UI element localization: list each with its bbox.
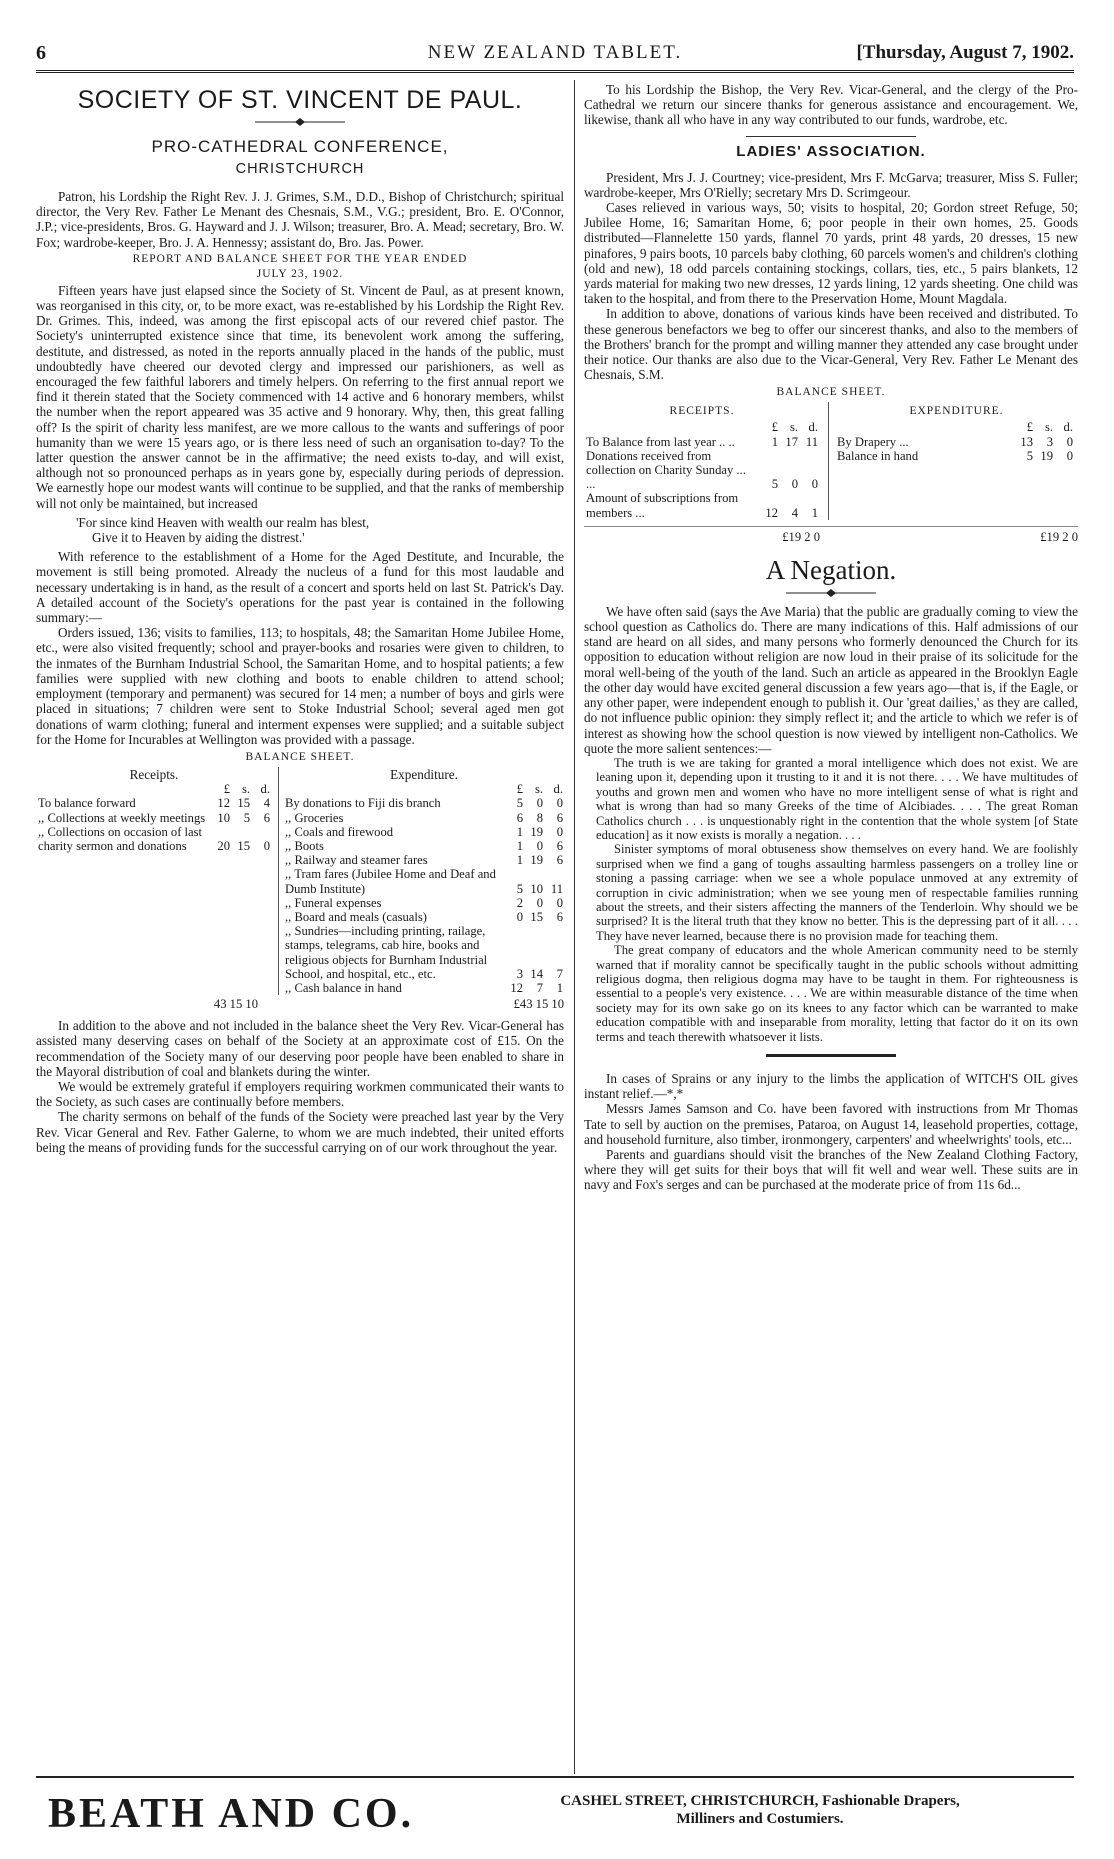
verse-line: 'For since kind Heaven with wealth our realm has blest, xyxy=(76,514,370,530)
table-row: ,, Sundries—including printing, railage, stamps, telegrams, cab hire, books and religious objects for Burnham Industrial School, and hospital, etc., etc. 3 14 7 xyxy=(285,924,563,981)
table-row: ,, Collections at weekly meetings 10 5 6 xyxy=(38,810,270,825)
receipts-label: Receipts. xyxy=(129,766,179,782)
expenditure-total: £43 15 10 xyxy=(513,997,564,1012)
table-row: ,, Cash balance in hand 12 7 1 xyxy=(285,980,563,995)
expenditure-label: EXPENDITURE. xyxy=(909,405,1004,418)
receipts-column xyxy=(36,767,272,995)
table-row: ,, Coals and firewood 1 19 0 xyxy=(285,824,563,839)
table-row: Donations received from collection on Charity Sunday ... ... 5 0 0 xyxy=(586,448,818,492)
table-row: ,, Collections on occasion of last charity sermon and donations 20 15 0 xyxy=(38,824,270,853)
paragraph: President, Mrs J. J. Courtney; vice-president, Mrs F. McGarva; treasurer, Miss S. Fuller; wardrobe-keeper, Mrs O'Rielly; secretary Mrs D. Scrimgeour. xyxy=(584,169,1078,200)
lsd-pence: d. xyxy=(260,782,270,797)
paragraph: In addition to above, donations of various kinds have been received and distributed. To these generous benefactors we beg to offer our sincerest thanks, and also to the members of the Brothers' branch for the prompt and willing manner they attended any case brought under their notice. Our thanks are also due to the Vicar-General, Very Rev. Father Le Menant des Chesnais, S.M. xyxy=(584,306,1078,383)
expenditure-column xyxy=(828,402,1078,519)
expenditure-total: £19 2 0 xyxy=(1040,529,1078,544)
table-row: ,, Railway and steamer fares 1 19 6 xyxy=(285,853,563,868)
receipts-total: £19 2 0 xyxy=(782,529,820,544)
quote-paragraph: The great company of educators and the whole American community need to be sternly warned that if morality cannot be specifically taught in the public schools without admitting religious dogma, then religious dogma may have to be taught in them. For righteousness is essential to a people's very existence. . . . We are within measurable distance of the time when society may for its own sake go on its knees to any factor which can be warranted to make education compatible with and inseparable from morality, letting that factor do it on its own terms and teach therewith whatsoever it lists. xyxy=(596,943,1078,1044)
table-row: Balance in hand 5 19 0 xyxy=(837,448,1073,463)
address-line: Milliners and Costumiers. xyxy=(676,1811,844,1827)
advert-address xyxy=(500,1792,1020,1828)
table-row: ,, Board and meals (casuals) 0 15 6 xyxy=(285,909,563,924)
address-line: CASHEL STREET, CHRISTCHURCH, Fashionable Drapers, xyxy=(560,1793,960,1809)
article-location: CHRISTCHURCH xyxy=(235,161,365,177)
advert-paragraph: Messrs James Samson and Co. have been favored with instructions from Mr Thomas Tate to sell by auction on the premises, Pataroa, on August 14, leasehold properties, cottage, and household furniture, also timber, ironmongery, carpenters' and wheelwrights' tools, etc... xyxy=(584,1101,1078,1147)
article-subtitle: PRO-CATHEDRAL CONFERENCE, xyxy=(151,137,449,156)
quote-paragraph: Sinister symptoms of moral obtuseness show themselves on every hand. We are foolishly surprised when we find a gang of toughs assaulting harmless passengers on a trolley line or stoning a passing carriage: when we see a whole populace unmoved at any extremity of corruption in civic administration; when we see young men of respectable families running about the streets, and their sisters affecting the manners of the Tenderloin. Why should we be surprised? It is the literal truth that they know no better. This is the depressing part of it all. . . . They have never learned, because there is no provision made for teaching them. xyxy=(596,842,1078,943)
table-row: ,, Tram fares (Jubilee Home and Deaf and Dumb Institute) 5 10 11 xyxy=(285,867,563,896)
advert-paragraph: Parents and guardians should visit the branches of the New Zealand Clothing Factory, where they will get suits for their boys that will fit well and wear well. These suits are in navy and Fox's serges and can be purchased at the moderate price of from 11s 6d... xyxy=(584,1147,1078,1193)
paragraph: Orders issued, 136; visits to families, 113; to hospitals, 48; the Samaritan Home Jubilee Home, etc., were also visited frequently; school and prayer-books and rosaries were given to children, to the inmates of the Burnham Industrial School, the Samaritan Home, and to hospital patients; a few families were supplied with new clothing and boots to enable children to attend school; employment (temporary and permanent) was secured for 14 men; a number of boys and girls were placed in situations; 7 children were sent to Stoke Industrial School; several aged men got donations of warm clothing; funeral and interment expenses were supplied; and a suitable subject for the Home for Incurables at Wellington was provided with a passage. xyxy=(36,625,564,747)
table-row: ,, Groceries 6 8 6 xyxy=(285,810,563,825)
quote-paragraph: The truth is we are taking for granted a moral intelligence which does not exist. We are leaning upon it, depending upon it trusting to it and it is not there. . . . We have multitudes of youths and grown men and women who have no more intelligent sense of what is right and what is wrong than had so many Greeks of the time of Alcibiades. . . . The great Roman Catholics church . . . is unquestionably right in the contention that the whole system [of State education] as it now exists is morally a negation. . . . xyxy=(596,755,1078,842)
footer-rule xyxy=(36,1776,1074,1778)
issue-date: [Thursday, August 7, 1902. xyxy=(856,42,1074,63)
table-row: ,, Boots 1 0 6 xyxy=(285,838,563,853)
receipts-table xyxy=(36,782,272,853)
table-row: ,, Funeral expenses 2 0 0 xyxy=(285,895,563,910)
table-row: To Balance from last year .. .. 1 17 11 xyxy=(586,434,818,449)
ornament-icon xyxy=(255,117,345,127)
lsd-pounds: £ xyxy=(223,782,230,797)
verse-line: Give it to Heaven by aiding the distrest.' xyxy=(92,530,305,546)
divider xyxy=(746,136,916,137)
divider xyxy=(766,1054,896,1057)
balance-sheet xyxy=(36,767,564,995)
report-date: JULY 23, 1902. xyxy=(256,267,344,280)
advert-paragraph: In cases of Sprains or any injury to the limbs the application of WITCH'S OIL gives instant relief.—*,* xyxy=(584,1071,1078,1102)
balance-sheet-title: BALANCE SHEET. xyxy=(776,386,886,399)
article-title: SOCIETY OF ST. VINCENT DE PAUL. xyxy=(77,86,523,114)
expenditure-table: £ s. d. By Drapery ... 13 3 0 Balance in hand 5 19 0 xyxy=(837,420,1073,463)
paragraph: In addition to the above and not included in the balance sheet the Very Rev. Vicar-General has assisted many deserving cases on behalf of the Society at an approximate cost of £15. On the recommendation of the Society many of our deserving poor people have been enabled to share in the Mayoral distribution of coal and blankets during the winter. xyxy=(36,1018,564,1079)
section-title: LADIES' ASSOCIATION. xyxy=(736,142,926,160)
paragraph: To his Lordship the Bishop, the Very Rev. Vicar-General, and the clergy of the Pro-Cathedral we return our sincere thanks for generous assistance and encouragement. We, likewise, thank all who have in any way contributed to our funds, wardrobe, etc. xyxy=(584,82,1078,128)
article-title: A Negation. xyxy=(765,554,897,585)
patron-paragraph: Patron, his Lordship the Right Rev. J. J. Grimes, S.M., D.D., Bishop of Christchurch; spiritual director, the Very Rev. Father Le Menant des Chesnais, S.M., V.G.; president, Bro. E. O'Connor, J.P.; vice-presidents, Bros. G. Hayward and J. J. Wilson; treasurer, Bro. A. Mead; secretary, Bro. W. Fox; wardrobe-keeper, Bro. J. A. Hennessy; assistant do, Bro. Jas. Power. xyxy=(36,189,564,250)
paragraph: We would be extremely grateful if employers requiring workmen communicated their wants to the Society, as such cases are continually before members. xyxy=(36,1078,564,1110)
ladies-balance-sheet xyxy=(584,402,1078,519)
paragraph: We have often said (says the Ave Maria) that the public are gradually coming to view the school question as Catholics do. There are many indications of this. Half admissions of our stand are heard on all sides, and many persons who formerly denounced the Church for its opposition to education without religion are now loud in their praise of its solicitude for the moral well-being of the youth of the land. Such an article as appeared in the Brooklyn Eagle the other day would have excited general discussion a few years ago—that is, if the Eagle, or any other paper, were independent enough to publish it. Our 'great dailies,' as they are called, do not influence public opinion: they simply reflect it; and the article to which we refer is of interest as showing how the school question is now viewed by intelligent non-Catholics. We quote the more salient sentences:— xyxy=(584,603,1078,756)
balance-sheet-title: BALANCE SHEET. xyxy=(245,750,355,763)
receipts-column xyxy=(584,402,820,519)
column-divider xyxy=(574,80,575,1774)
page-number: 6 xyxy=(36,42,46,64)
table-row: Amount of subscriptions from members ... 12 4 1 xyxy=(586,491,818,520)
receipts-label: RECEIPTS. xyxy=(669,405,735,418)
header-rule xyxy=(36,70,1074,73)
paragraph: With reference to the establishment of a Home for the Aged Destitute, and Incurable, the movement is still being promoted. Already the nucleus of a fund for this most laudable and necessary undertaking is in hand, as the result of a concert and sports held on last St. Patrick's Day. A detailed account of the Society's operations for the past year is contained in the following summary:— xyxy=(36,549,564,626)
paragraph: Fifteen years have just elapsed since the Society of St. Vincent de Paul, as at present known, was reorganised in this city, or, to be more exact, was re-established by his Lordship the Right Rev. Dr. Grimes. This, indeed, was among the first episcopal acts of our revered chief pastor. The Society's uninterrupted existence since that time, its benevolent work among the suffering, destitute, and distressed, as noted in the reports annually placed in the hands of the public, must undoubtedly have cheered our devoted clergy and impressed our parishioners, as well as encouraged the few faithful laborers and timely helpers. On referring to the first annual report we find it therein stated that the Society commenced with 14 active and 6 honorary members, whilst the number when the report appeared was 35 active and 9 honorary. Why, then, this great falling off? Is the spirit of charity less manifest, are we more callous to the wants and sufferings of poor humanity than we were 15 years ago, or is there less need of such an organisation to-day? To the latter question the answer cannot be in the affirmative; the need exists to-day, and will exist, although not so pronounced perhaps as in years gone by, especially during periods of depression. We earnestly hope our modest wants will continue to be supplied, and that the ranks of membership will not only be maintained, but increased xyxy=(36,282,564,511)
masthead: NEW ZEALAND TABLET. xyxy=(427,42,683,63)
lsd-shillings: s. xyxy=(241,782,250,797)
left-column xyxy=(36,82,564,1774)
table-row: To balance forward 12 15 4 xyxy=(38,796,270,811)
advert-brand: BEATH AND CO. xyxy=(48,1791,415,1837)
table-row: By donations to Fiji dis branch 5 0 0 xyxy=(285,796,563,811)
right-column xyxy=(584,82,1078,1774)
table-row: By Drapery ... 13 3 0 xyxy=(837,434,1073,449)
paragraph: Cases relieved in various ways, 50; visits to hospital, 20; Gordon street Refuge, 50; Jubilee Home, 16; Samaritan Home, 6; poor people in their own homes, 25. Goods distributed—Flannelette 150 yards, flannel 70 yards, print 48 yards, 20 dresses, 15 new pinafores, 9 pairs boots, 10 parcels baby clothing, 60 parcels women's and children's clothing (old and new), 18 odd parcels containing stockings, collars, ties, etc., 5 pairs blankets, 12 yards material for making two new dresses, 12 yards lining, 12 yards sheeting. One child was taken to the hospital, and from there to the Preservation Home, Mount Magdala. xyxy=(584,200,1078,307)
expenditure-column xyxy=(278,767,564,995)
receipts-total: 43 15 10 xyxy=(213,997,258,1012)
paragraph: The charity sermons on behalf of the funds of the Society were preached last year by the Very Rev. Vicar General and Rev. Father Galerne, to whom we are much indebted, their united efforts being the means of providing funds for the successful carrying on of our work throughout the year. xyxy=(36,1109,564,1155)
balance-sheet-totals xyxy=(36,997,564,1012)
page-header xyxy=(36,40,1074,70)
receipts-table: £ s. d. To Balance from last year .. .. 1 17 11 Donations received from collection on Charity Sunday ... ... 5 0 0 Amount of subscriptions from members ... 12 4 1 xyxy=(586,420,818,520)
report-heading: REPORT AND BALANCE SHEET FOR THE YEAR ENDED xyxy=(132,252,468,265)
ladies-totals xyxy=(584,526,1078,545)
ornament-icon xyxy=(786,588,876,598)
expenditure-table: £ s. d. By donations to Fiji dis branch 5 0 0 ,, Groceries 6 8 6 ,, Coals and firewood 1 19 0 ,, Boots 1 0 6 ,, Railway and steamer fares 1 19 6 ,, Tram fares (Jubilee Home and Deaf and Dumb Institute) 5 10 11 ,, Funeral expenses 2 0 0 ,, Board and meals (casuals) 0 15 6 ,, Sundries—including printing, railage, stamps, telegrams, cab hire, books and religious objects for Burnham Industrial School, and hospital, etc., etc. 3 14 7 ,, Cash balance in hand 12 7 1 xyxy=(285,782,563,995)
expenditure-label: Expenditure. xyxy=(390,766,458,782)
